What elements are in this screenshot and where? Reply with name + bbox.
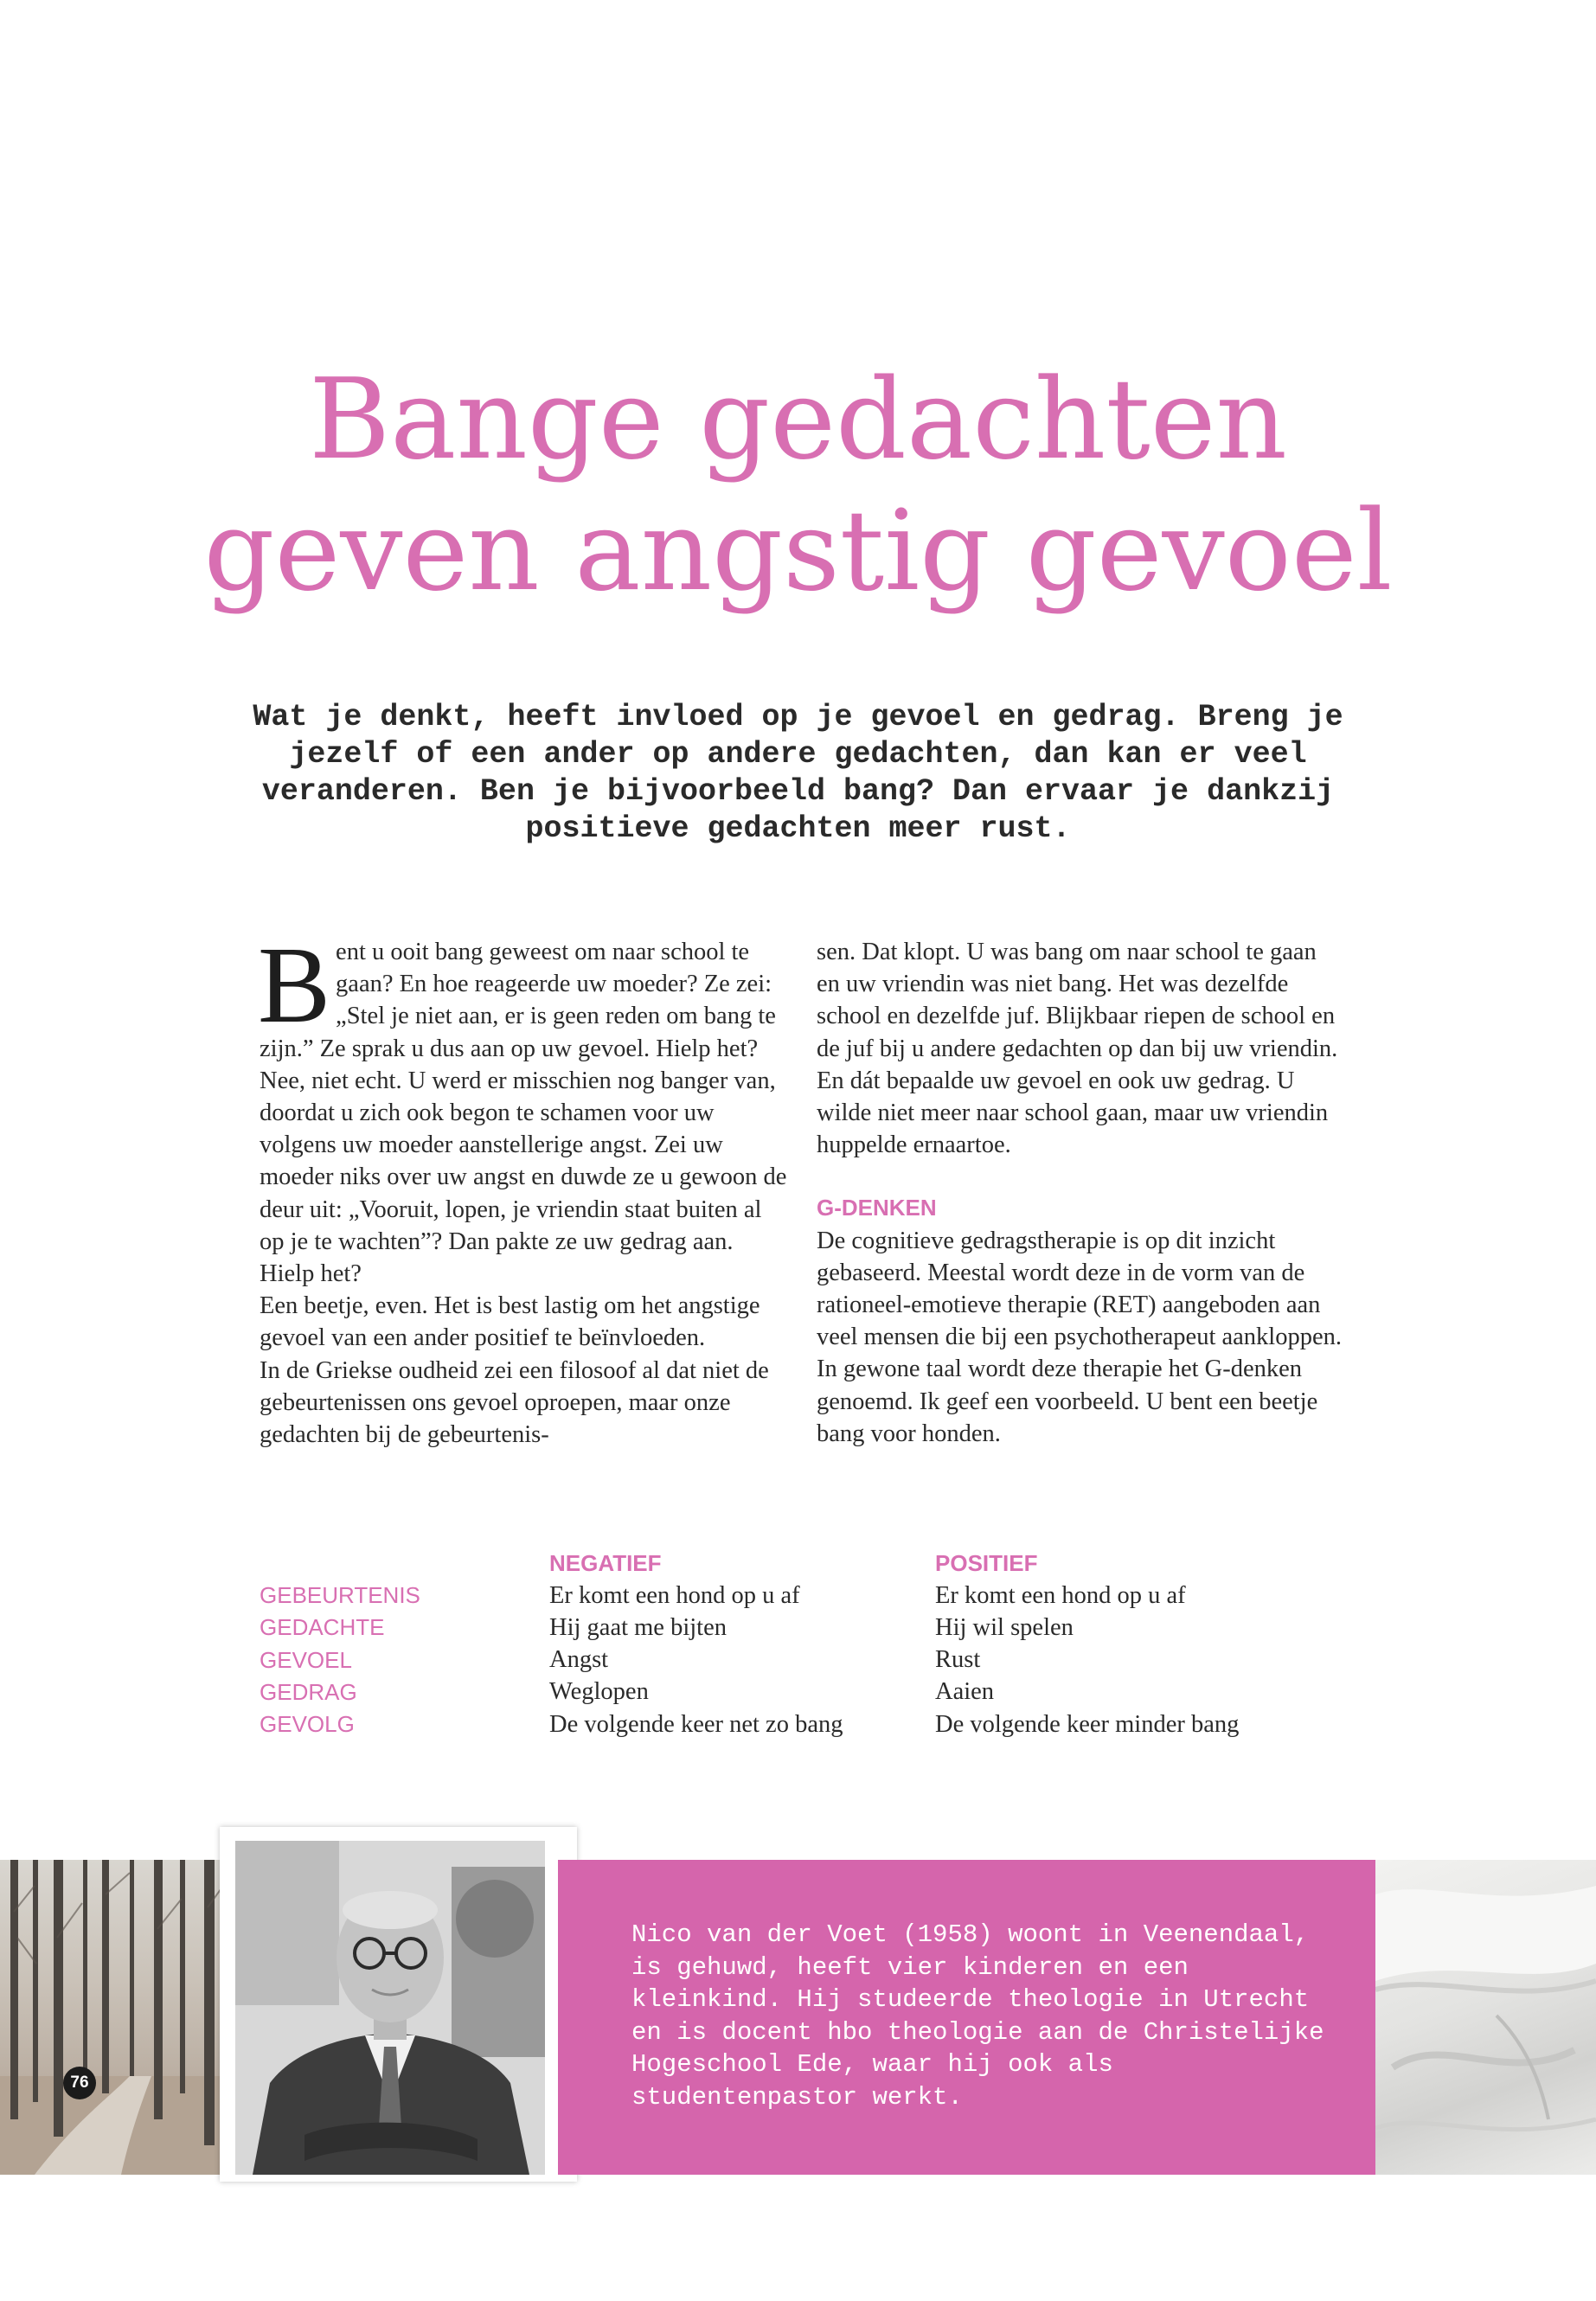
positive-cell: Aaien: [935, 1678, 995, 1706]
title-line-1: Bange gedachten: [309, 356, 1287, 484]
table-row: [260, 1612, 1298, 1644]
paragraph: De cognitieve gedragstherapie is op dit inzicht gebaseerd. Meestal wordt deze in de vorm van de rationeel-emotieve therapie (RET) aangeboden aan veel mensen die bij een psychotherapeut aankloppen. In gewone taal wordt deze therapie het G-denken genoemd. Ik geef een voorbeeld. U bent een beetje bang voor honden.: [817, 1227, 1342, 1447]
page-number-badge: 76: [63, 2067, 96, 2099]
paragraph: sen. Dat klopt. U was bang om naar school te gaan en uw vriendin was niet bang. Het was dezelfde school en dezelfde juf. Blijkbaar riepen de school en de juf bij u andere gedachten op dan bij uw vriendin. En dát bepaalde uw gevoel en ook uw gedrag. U wilde niet meer naar school gaan, maar uw vriendin huppelde ernaartoe.: [817, 939, 1338, 1159]
paragraph: In de Griekse oudheid zei een filosoof al dat niet de gebeurtenissen ons gevoel oproepen, maar onze gedachten bij de gebeurtenis-: [260, 1356, 769, 1449]
table-row: [260, 1708, 1298, 1740]
positive-cell: De volgende keer minder bang: [935, 1710, 1240, 1738]
forest-illustration: [0, 1860, 223, 2175]
section-heading: G-DENKEN: [817, 1195, 937, 1221]
row-label: GEDRAG: [260, 1678, 357, 1705]
negative-cell: Angst: [549, 1646, 609, 1674]
negative-cell: Er komt een hond op u af: [549, 1581, 800, 1609]
column-left: [258, 926, 787, 1451]
paragraph-intro: [258, 926, 787, 1290]
table-row: [260, 1580, 1298, 1612]
positive-cell: Er komt een hond op u af: [935, 1581, 1186, 1609]
negative-cell: De volgende keer net zo bang: [549, 1710, 843, 1738]
bedsheets-photo: [1375, 1860, 1596, 2175]
lead-paragraph: Wat je denkt, heeft invloed op je gevoel en gedrag. Breng je jezelf of een ander op andere gedachten, dan kan er veel veranderen. Ben je bijvoorbeeld bang? Dan ervaar je dankzij positieve gedachten meer rust.: [253, 700, 1343, 846]
header-empty: [260, 1548, 549, 1580]
paragraph: Een beetje, even. Het is best lastig om het angstige gevoel van een ander positief te beïnvloeden.: [260, 1292, 760, 1352]
table-header-row: [260, 1548, 1298, 1580]
positive-cell: Hij wil spelen: [935, 1613, 1074, 1641]
article-title: [0, 355, 1596, 618]
negative-cell: Hij gaat me bijten: [549, 1613, 727, 1641]
positive-cell: Rust: [935, 1646, 981, 1674]
column-right: [817, 936, 1344, 1450]
author-bio-box: [558, 1860, 1375, 2175]
row-label: GEBEURTENIS: [260, 1582, 420, 1609]
row-label: GEDACHTE: [260, 1614, 385, 1641]
row-label: GEVOLG: [260, 1711, 355, 1738]
forest-photo: [0, 1860, 223, 2175]
bedsheets-illustration: [1375, 1860, 1596, 2175]
table-row: [260, 1644, 1298, 1676]
title-line-2: geven angstig gevoel: [203, 487, 1393, 616]
table-row: [260, 1676, 1298, 1708]
author-photo: [235, 1841, 545, 2175]
header-negative: NEGATIEF: [549, 1550, 662, 1577]
row-label: GEVOEL: [260, 1646, 352, 1673]
drop-cap: B: [258, 926, 331, 1046]
author-photo-frame: [220, 1827, 577, 2182]
header-positive: POSITIEF: [935, 1550, 1038, 1577]
author-portrait-illustration: [235, 1841, 545, 2175]
paragraph-intro-text: ent u ooit bang geweest om naar school te gaan? En hoe reageerde uw moeder? Ze zei: „Stel je niet aan, er is geen reden om bang te zijn.” Ze sprak u dus aan op uw gevoel. Hielp het? Nee, niet echt. U werd er misschien nog banger van, doordat u zich ook begon te schamen voor uw volgens uw moeder aanstellerige angst. Zei uw moeder niks over uw angst en duwde ze u gewoon de deur uit: „Vooruit, lopen, je vriendin staat buiten al op je te wachten”? Dan pakte ze uw gedrag aan. Hielp het?: [260, 939, 787, 1288]
comparison-table: [260, 1548, 1298, 1740]
author-bio-text: Nico van der Voet (1958) woont in Veenendaal, is gehuwd, heeft vier kinderen en een kleinkind. Hij studeerde theologie in Utrecht en is docent hbo theologie aan de Christelijke Hogeschool Ede, waar hij ook als studentenpastor werkt.: [631, 1920, 1324, 2112]
negative-cell: Weglopen: [549, 1678, 649, 1706]
